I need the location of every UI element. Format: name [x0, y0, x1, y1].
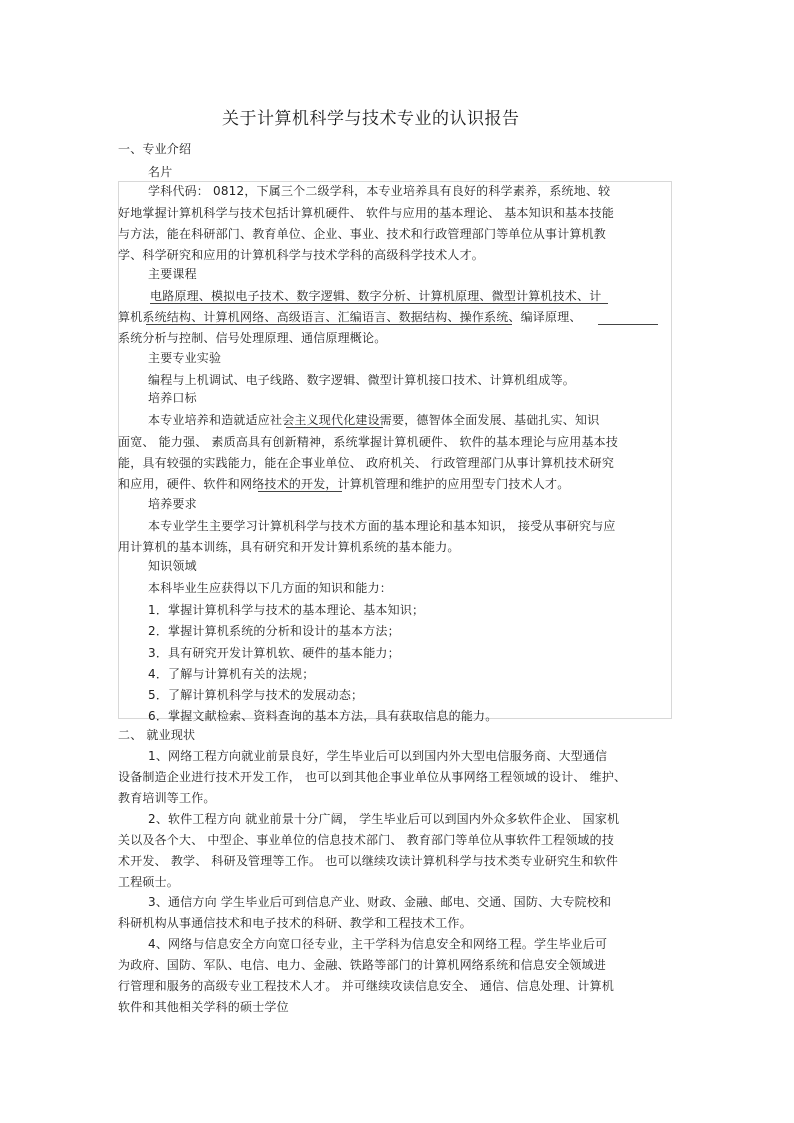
blank-underline [598, 324, 658, 325]
card-line: 学科代码： 0812，下属三个二级学科，本专业培养具有良好的科学素养，系统地、较 [148, 184, 611, 198]
employment-line: 关以及各个大、 中型企、事业单位的信息技术部门、 教育部门等单位从事软件工程领域的技 [118, 833, 615, 847]
section-heading-employment: 二、 就业现状 [118, 728, 196, 742]
goals-line: 面宽、 能力强、 素质高具有创新精神，系统掌握计算机硬件、 软件的基本理论与应用基本技 [118, 435, 619, 449]
employment-line: 1、网络工程方向就业前景良好，学生毕业后可以到国内外大型电信服务商、大型通信 [148, 749, 608, 763]
employment-line: 为政府、国防、军队、电信、电力、金融、铁路等部门的计算机网络系统和信息安全领域进 [118, 958, 607, 972]
knowledge-intro: 本科毕业生应获得以下几方面的知识和能力： [148, 581, 393, 595]
requirements-line: 用计算机的基本训练，具有研究和开发计算机系统的基本能力。 [118, 540, 460, 554]
knowledge-item: 5．了解计算机科学与技术的发展动态； [148, 688, 364, 702]
section-heading-intro: 一、专业介绍 [118, 142, 192, 156]
subheading-requirements: 培养要求 [148, 497, 197, 511]
goals-underline [286, 427, 383, 428]
requirements-line: 本专业学生主要学习计算机科学与技术方面的基本理论和基本知识， 接受从事研究与应 [148, 519, 616, 533]
goals-line: 和应用，硬件、软件和网络技术的开发，计算机管理和维护的应用型专门技术人才。 [118, 477, 570, 491]
goals-line: 能，具有较强的实践能力，能在企事业单位、 政府机关、 行政管理部门从事计算机技术研究 [118, 456, 615, 470]
employment-line: 工程硕士。 [118, 875, 180, 889]
knowledge-item: 3．具有研究开发计算机软、硬件的基本能力； [148, 646, 400, 660]
courses-underline [146, 324, 512, 325]
employment-line: 4、网络与信息安全方向宽口径专业，主干学科为信息安全和网络工程。学生毕业后可 [148, 937, 608, 951]
goals-line: 本专业培养和造就适应社会主义现代化建设需要，德智体全面发展、基础扎实、知识 [148, 413, 600, 427]
employment-line: 行管理和服务的高级专业工程技术人才。 并可继续攻读信息安全、 通信、信息处理、计算机 [118, 979, 615, 993]
employment-line: 2、软件工程方向 就业前景十分广阔， 学生毕业后可以到国内外众多软件企业、 国家机 [148, 812, 620, 826]
employment-line: 术开发、 教学、 科研及管理等工作。 也可以继续攻读计算机科学与技术类专业研究生和软件 [118, 854, 619, 868]
card-line: 好地掌握计算机科学与技术包括计算机硬件、 软件与应用的基本理论、 基本知识和基本技能 [118, 206, 615, 220]
goals-underline [258, 491, 342, 492]
subheading-card: 名片 [148, 165, 173, 179]
knowledge-item: 4．了解与计算机有关的法规； [148, 667, 315, 681]
subheading-knowledge: 知识领域 [148, 559, 197, 573]
courses-line: 算机系统结构、计算机网络、高级语言、汇编语言、数据结构、操作系统、编译原理、 [118, 310, 582, 324]
courses-line: 系统分析与控制、信号处理原理、通信原理概论。 [118, 331, 387, 345]
subheading-courses: 主要课程 [148, 267, 197, 281]
employment-line: 设备制造企业进行技术开发工作， 也可以到其他企事业单位从事网络工程领域的设计、 维护、 [118, 770, 627, 784]
knowledge-item: 2．掌握计算机系统的分析和设计的基本方法； [148, 624, 400, 638]
card-line: 学、科学研究和应用的计算机科学与技术学科的高级科学技术人才。 [118, 248, 485, 262]
employment-line: 科研机构从事通信技术和电子技术的科研、教学和工程技术工作。 [118, 916, 472, 930]
subheading-goals: 培养口标 [148, 391, 197, 405]
employment-line: 3、通信方向 学生毕业后可到信息产业、财政、金融、邮电、交通、国防、大专院校和 [148, 895, 612, 909]
document-title: 关于计算机科学与技术专业的认识报告 [222, 109, 520, 129]
knowledge-item: 6．掌握文献检索、资料查询的基本方法，具有获取信息的能力。 [148, 709, 498, 723]
subheading-experiments: 主要专业实验 [148, 351, 222, 365]
experiments-line: 编程与上机调试、电子线路、数字逻辑、微型计算机接口技术、计算机组成等。 [148, 373, 576, 387]
courses-line: 电路原理、模拟电子技术、数字逻辑、数字分析、计算机原理、微型计算机技术、计 [150, 289, 602, 303]
employment-line: 软件和其他相关学科的硕士学位 [118, 1000, 289, 1014]
knowledge-item: 1．掌握计算机科学与技术的基本理论、基本知识； [148, 603, 425, 617]
card-line: 与方法，能在科研部门、教育单位、企业、事业、技术和行政管理部门等单位从事计算机教 [118, 227, 607, 241]
courses-underline [150, 303, 608, 304]
employment-line: 教育培训等工作。 [118, 791, 216, 805]
